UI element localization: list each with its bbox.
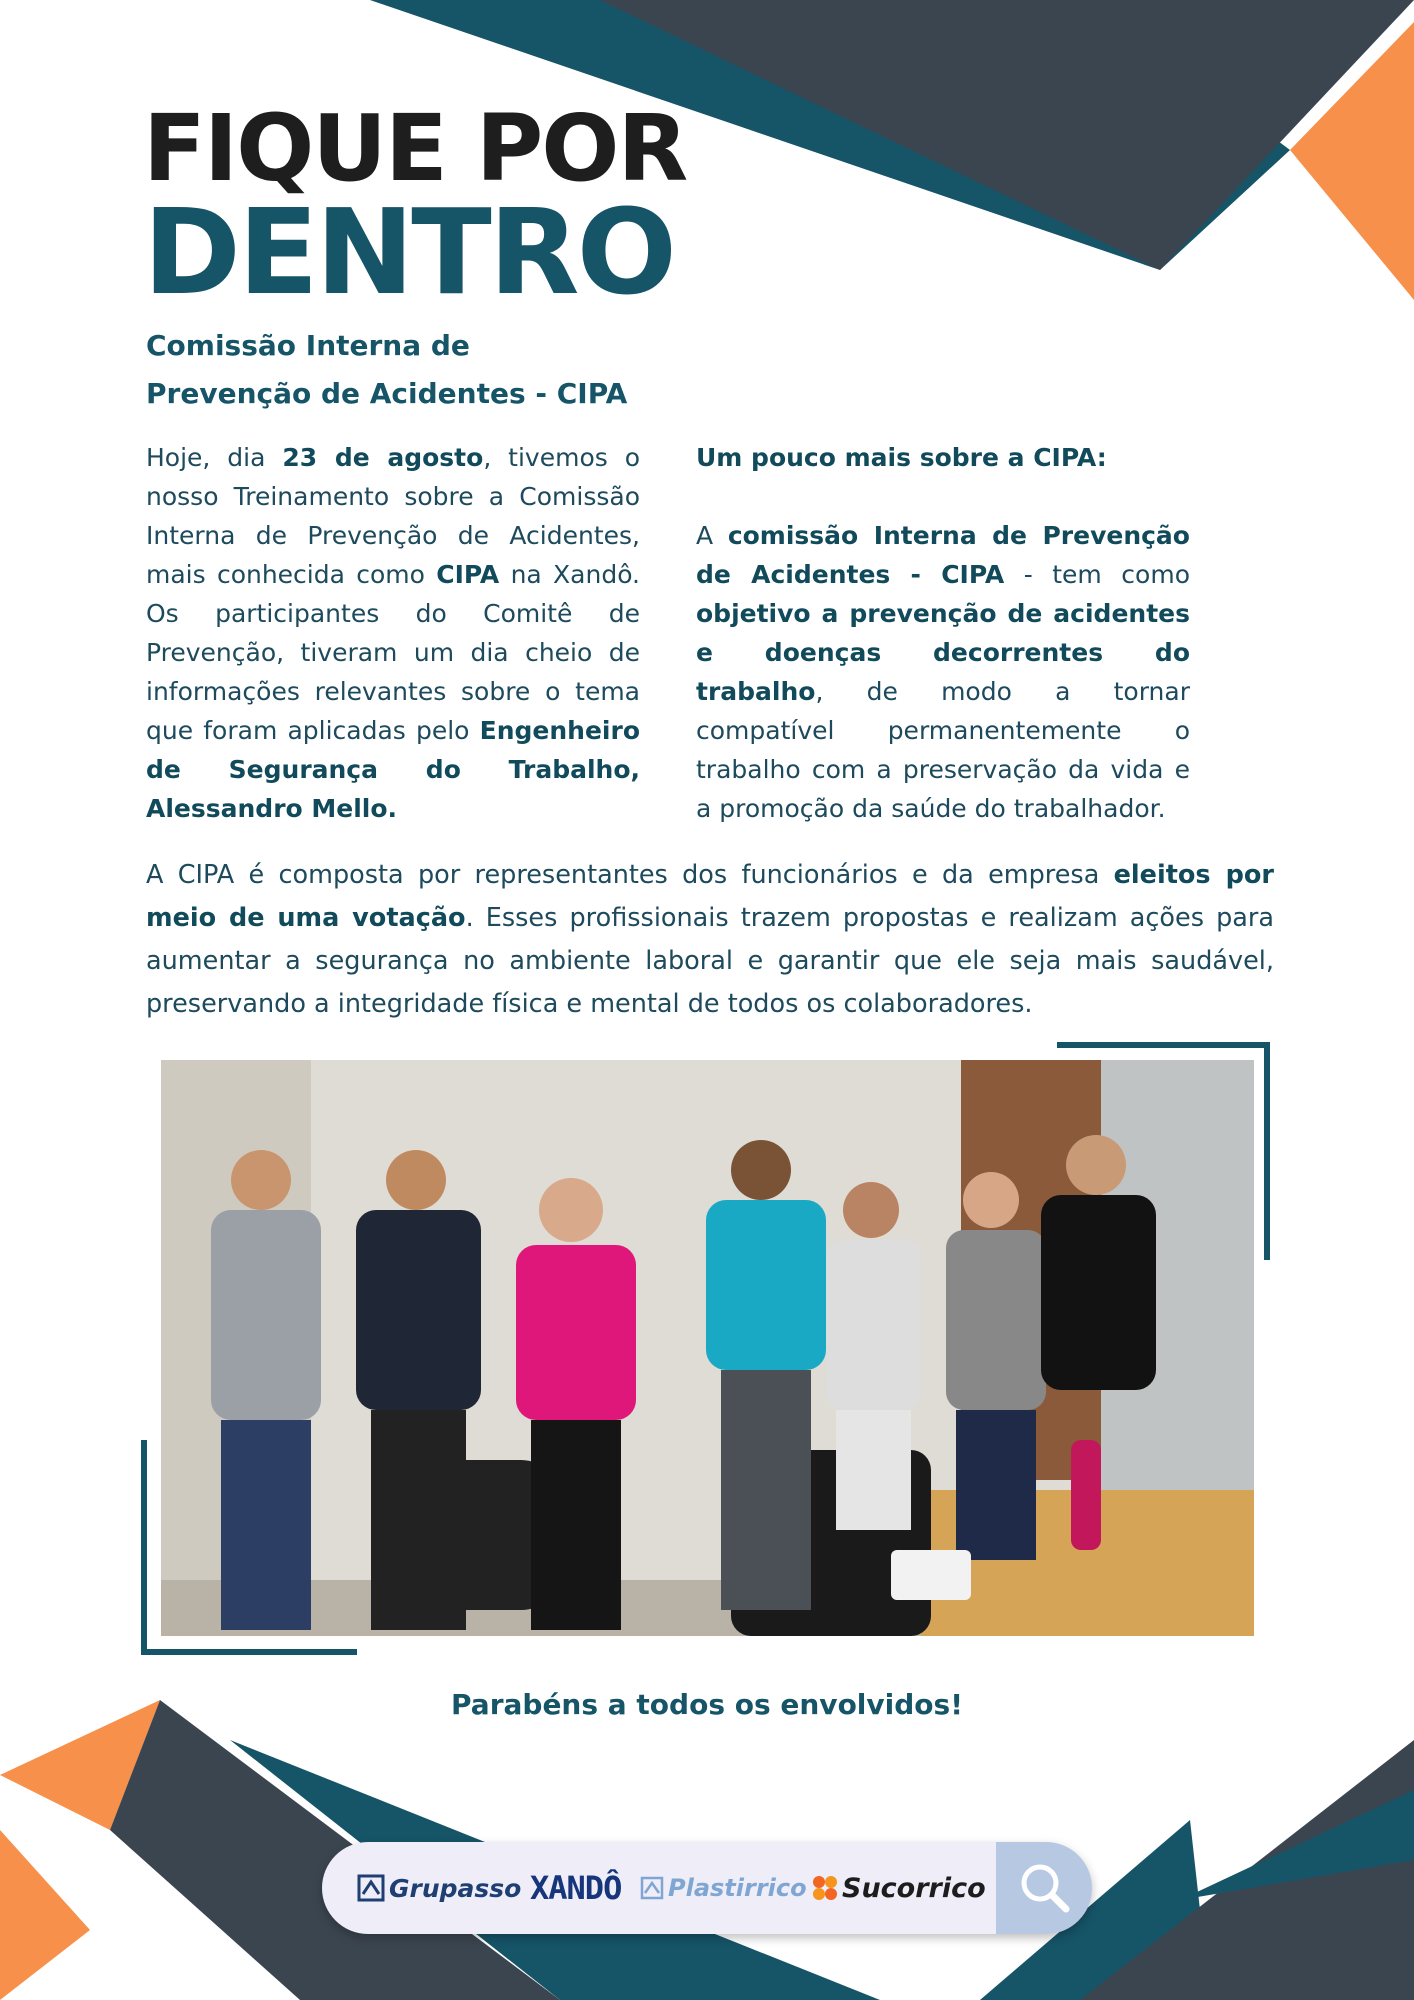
cipa-acronym: CIPA bbox=[436, 560, 500, 589]
commission-name: comissão Interna de Prevenção de Acidentes - CIPA bbox=[696, 521, 1190, 589]
composition-text-2: . Esses profissionais trazem propostas e realizam ações para aumentar a segurança no ambiente laboral e garantir que ele seja mais saudável, preservando a integridade física e mental de todos os colaboradores. bbox=[146, 903, 1274, 1019]
election-text: eleitos por meio de uma votação bbox=[146, 860, 1274, 933]
sucorrico-mark-icon bbox=[812, 1875, 838, 1901]
intro-text-3: na Xandô. Os participantes do Comitê de Prevenção, tiveram um dia cheio de informações relevantes sobre o tema que foram aplicadas pelo bbox=[146, 560, 640, 745]
title-line-2: DENTRO bbox=[143, 183, 674, 321]
intro-text-1: Hoje, dia bbox=[146, 443, 283, 472]
training-date: 23 de agosto bbox=[282, 443, 484, 472]
left-column bbox=[146, 438, 640, 828]
composition-paragraph bbox=[146, 854, 1274, 1026]
about-heading bbox=[696, 438, 1190, 477]
right-column bbox=[696, 438, 1190, 828]
plastirrico-text: Plastirrico bbox=[668, 1874, 807, 1902]
grupasso-mark-icon bbox=[357, 1874, 385, 1902]
plastirrico-logo bbox=[640, 1864, 807, 1912]
grupasso-text: Grupasso bbox=[389, 1873, 522, 1903]
title-line-1: FIQUE POR bbox=[143, 95, 687, 202]
about-text-2: - tem como bbox=[1004, 560, 1190, 589]
group-photo bbox=[161, 1060, 1254, 1636]
about-heading-text: Um pouco mais sobre a CIPA: bbox=[696, 443, 1107, 472]
composition-text-1: A CIPA é composta por representantes dos funcionários e da empresa bbox=[146, 860, 1114, 890]
subtitle-line-1: Comissão Interna de bbox=[146, 329, 470, 362]
commission-objective: objetivo a prevenção de acidentes e doenças decorrentes do trabalho bbox=[696, 599, 1190, 706]
intro-text-2: , tivemos o nosso Treinamento sobre a Comissão Interna de Prevenção de Acidentes, mais conhecida como bbox=[146, 443, 640, 589]
group-photo-illustration bbox=[161, 1060, 1254, 1636]
brand-logo-bar bbox=[322, 1842, 1092, 1934]
sucorrico-text: Sucorrico bbox=[842, 1872, 986, 1904]
engineer-name: Engenheiro de Segurança do Trabalho, Alessandro Mello. bbox=[146, 716, 640, 823]
grupasso-logo bbox=[357, 1864, 521, 1912]
about-text-1: A bbox=[696, 521, 728, 550]
about-paragraph bbox=[696, 516, 1190, 828]
congratulations-message: Parabéns a todos os envolvidos! bbox=[451, 1688, 963, 1721]
search-button[interactable] bbox=[996, 1842, 1092, 1934]
subtitle-line-2: Prevenção de Acidentes - CIPA bbox=[146, 377, 628, 410]
intro-paragraph bbox=[146, 438, 640, 828]
subtitle bbox=[146, 322, 706, 418]
xando-logo: XANDÔ bbox=[530, 1869, 622, 1907]
search-icon bbox=[996, 1842, 1092, 1934]
sucorrico-logo bbox=[812, 1864, 986, 1912]
about-text-3: , de modo a tornar compatível permanentemente o trabalho com a preservação da vida e a promoção da saúde do trabalhador. bbox=[696, 677, 1190, 823]
plastirrico-mark-icon bbox=[640, 1876, 664, 1900]
